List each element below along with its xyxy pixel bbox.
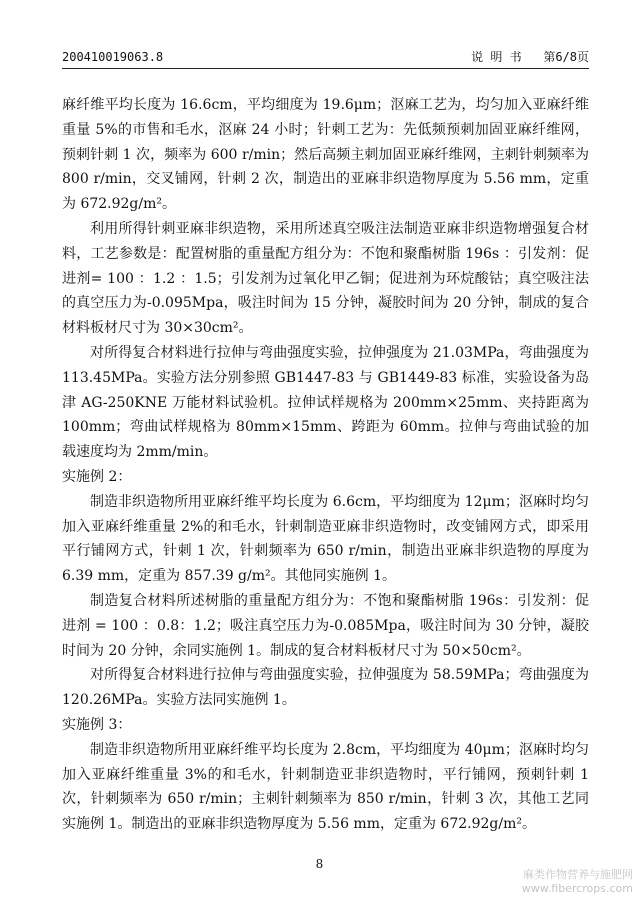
example-heading: 实施例 3： bbox=[62, 716, 132, 733]
paragraph: 麻纤维平均长度为 16.6cm，平均细度为 19.6μm；沤麻工艺为，均匀加入亚麻纤维重量 5%的市售和毛水，沤麻 24 小时；针刺工艺为：先低频预刺加固亚麻纤维网，预刺针刺 1 次，频率为 600 r/min；然后高频主刺加固亚麻纤维网，主刺针刺频率为 800 r/min，交叉铺网，针刺 2 次，制造出的亚麻非织造物厚度为 5.56 mm，定重为 672.92g/m²。 bbox=[62, 97, 589, 213]
patent-number: 200410019063.8 bbox=[62, 50, 164, 64]
paragraph: 制造复合材料所述树脂的重量配方组分为：不饱和聚酯树脂 196s：引发剂：促进剂 = 100 ：0.8：1.2；吸注真空压力为-0.085Mpa，吸注时间为 30 分钟，凝胶时间为 20 分钟，余同实施例 1。制成的复合材料板材尺寸为 50×50cm²。 bbox=[62, 592, 589, 659]
example-heading: 实施例 2： bbox=[62, 468, 132, 485]
watermark-line: 麻类作物营养与施肥网 bbox=[523, 868, 633, 881]
page-header bbox=[62, 48, 589, 66]
paragraph: 对所得复合材料进行拉伸与弯曲强度实验，拉伸强度为 58.59MPa；弯曲强度为 120.26MPa。实验方法同实施例 1。 bbox=[62, 667, 589, 709]
watermark-url: www.fibercrops.com bbox=[521, 882, 633, 895]
page-info: 第6/8页 bbox=[543, 50, 589, 64]
header-right bbox=[471, 48, 589, 66]
paragraph: 利用所得针刺亚麻非织造物，采用所述真空吸注法制造亚麻非织造物增强复合材料，工艺参数是：配置树脂的重量配方组分为：不饱和聚酯树脂 196s ：引发剂：促进剂= 100 ：1.2 ：1.5；引发剂为过氧化甲乙铜；促进剂为环烷酸钴；真空吸注法的真空压力为-0.095Mpa，吸注时间为 15 分钟，凝胶时间为 20 分钟，制成的复合材料板材尺寸为 30×30cm²。 bbox=[62, 220, 589, 337]
section-title: 说 明 书 bbox=[471, 50, 522, 64]
document-body bbox=[62, 93, 589, 837]
page-number: 8 bbox=[315, 857, 324, 871]
watermark bbox=[522, 868, 633, 896]
paragraph: 制造非织造物所用亚麻纤维平均长度为 6.6cm，平均细度为 12μm；沤麻时均匀加入亚麻纤维重量 2%的和毛水，针刺制造亚麻非织造物时，改变铺网方式，即采用平行铺网方式，针刺 1 次，针刺频率为 650 r/min，制造出亚麻非织造物的厚度为 6.39 mm，定重为 857.39 g/m²。其他同实施例 1。 bbox=[62, 493, 589, 585]
header-rule bbox=[62, 68, 589, 69]
paragraph: 制造非织造物所用亚麻纤维平均长度为 2.8cm，平均细度为 40μm；沤麻时均匀加入亚麻纤维重量 3%的和毛水，针刺制造亚非织造物时，平行铺网，预刺针刺 1 次，针刺频率为 650 r/min；主刺针刺频率为 850 r/min，针刺 3 次，其他工艺同实施例 1。制造出的亚麻非织造物厚度为 5.56 mm，定重为 672.92g/m²。 bbox=[62, 741, 589, 833]
paragraph: 对所得复合材料进行拉伸与弯曲强度实验，拉伸强度为 21.03MPa，弯曲强度为 113.45MPa。实验方法分别参照 GB1447-83 与 GB1449-83 标准，实验设备为岛津 AG-250KNE 万能材料试验机。拉伸试样规格为 200mm×25mm、夹持距离为 100mm；弯曲试样规格为 80mm×15mm、跨距为 60mm。拉伸与弯曲试验的加载速度均为 2mm/min。 bbox=[62, 344, 589, 461]
